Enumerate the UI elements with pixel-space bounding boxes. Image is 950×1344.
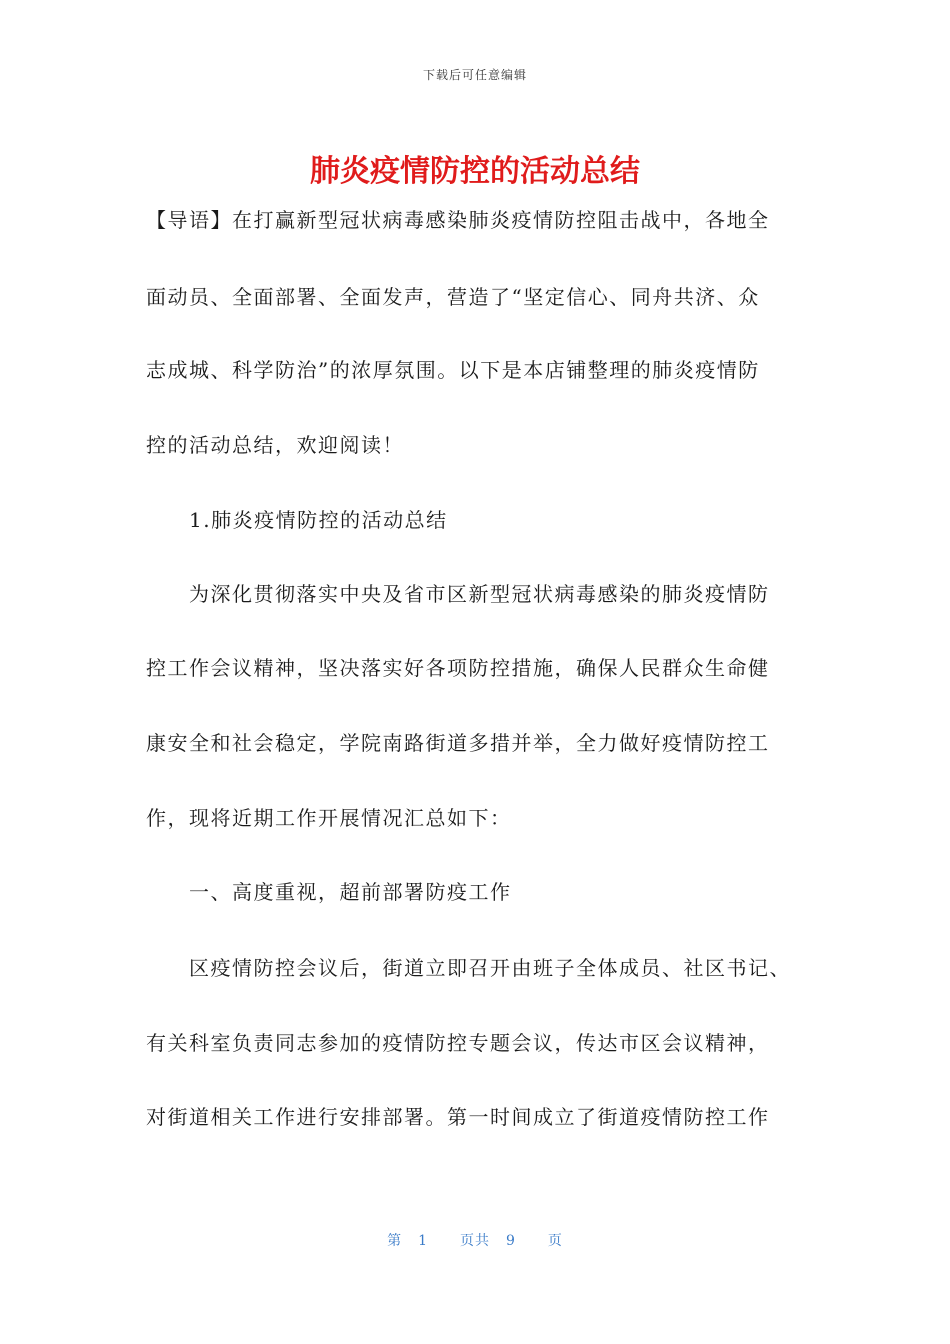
document-title: 肺炎疫情防控的活动总结 — [310, 154, 640, 189]
body-line: 有关科室负责同志参加的疫情防控专题会议，传达市区会议精神， — [146, 1031, 770, 1055]
section-heading: 1.肺炎疫情防控的活动总结 — [146, 508, 448, 532]
current-page-number: 1 — [418, 1233, 428, 1249]
page-label-prefix: 第 — [387, 1233, 403, 1249]
page-label-middle: 页共 — [460, 1233, 490, 1249]
body-line: 对街道相关工作进行安排部署。第一时间成立了街道疫情防控工作 — [146, 1105, 770, 1129]
total-pages-number: 9 — [506, 1233, 516, 1249]
body-line: 控工作会议精神，坚决落实好各项防控措施，确保人民群众生命健 — [146, 656, 770, 680]
body-line: 作，现将近期工作开展情况汇总如下： — [146, 806, 512, 830]
header-note: 下载后可任意编辑 — [422, 68, 527, 82]
body-line: 志成城、科学防治”的浓厚氛围。以下是本店铺整理的肺炎疫情防 — [146, 358, 760, 382]
page-label-suffix: 页 — [547, 1233, 563, 1249]
page-footer — [0, 1230, 950, 1250]
body-line: 康安全和社会稳定，学院南路街道多措并举，全力做好疫情防控工 — [146, 731, 770, 755]
section-heading: 一、高度重视，超前部署防疫工作 — [146, 880, 512, 904]
body-line: 区疫情防控会议后，街道立即召开由班子全体成员、社区书记、 — [146, 956, 791, 980]
body-line: 为深化贯彻落实中央及省市区新型冠状病毒感染的肺炎疫情防 — [146, 582, 770, 606]
body-line: 【导语】在打赢新型冠状病毒感染肺炎疫情防控阻击战中，各地全 — [146, 208, 770, 232]
body-line: 控的活动总结，欢迎阅读！ — [146, 433, 404, 457]
body-line: 面动员、全面部署、全面发声，营造了“坚定信心、同舟共济、众 — [146, 285, 760, 309]
